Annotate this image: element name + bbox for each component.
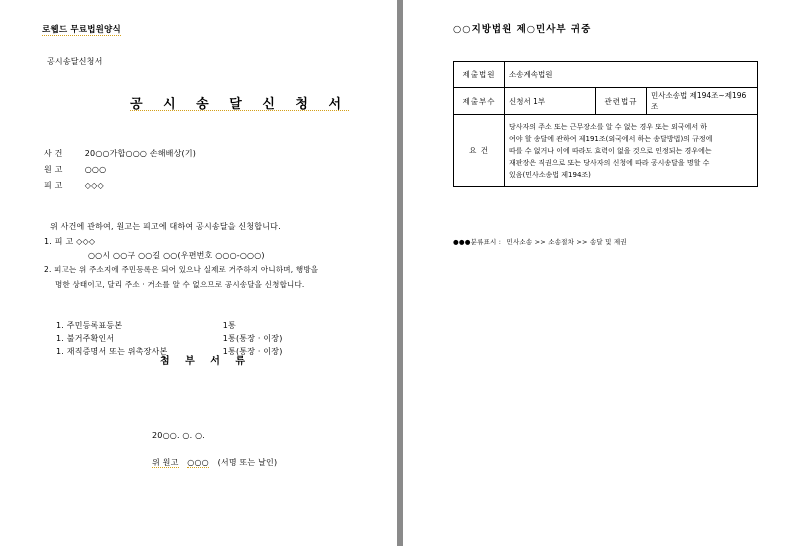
copies-label: 제출부수 xyxy=(454,88,505,115)
party-case-label: 사 건 xyxy=(44,149,63,158)
party-defendant-label: 피 고 xyxy=(44,181,63,190)
court-header: ○○지방법원 제○민사부 귀중 xyxy=(453,24,592,35)
party-defendant-value: ◇◇◇ xyxy=(84,181,104,190)
attachment-2-qty: 1통(통장 · 이장) xyxy=(222,334,283,343)
requirements-line: 여야 할 송달에 관하여 제191조(외국에서 하는 송달방법)의 규정에 xyxy=(509,134,713,143)
classification-path: 민사소송 >> 소송절차 >> 송달 및 제권 xyxy=(506,238,627,246)
brand-label: 로웹드 무료법원양식 xyxy=(42,25,121,35)
item2-line2: 명한 상태이고, 달리 주소 · 거소를 알 수 없으므로 공시송달을 신청합니다. xyxy=(55,280,305,289)
signature-line xyxy=(152,458,277,468)
item1-address: ○○시 ○○구 ○○길 ○○(우편번호 ○○○-○○○) xyxy=(88,251,265,260)
signer-name: ○○○ xyxy=(187,458,209,467)
table-row xyxy=(454,115,758,187)
party-defendant xyxy=(44,181,104,191)
attachment-3-qty: 1통(통장 · 이장) xyxy=(222,347,283,356)
party-case-value: 20○○가합○○○ 손해배상(기) xyxy=(84,149,197,158)
classification-breadcrumb xyxy=(453,237,627,247)
submit-court-label: 제출법원 xyxy=(454,62,505,88)
document-page-2 xyxy=(403,0,800,546)
party-plaintiff-value: ○○○ xyxy=(84,165,107,174)
party-plaintiff xyxy=(44,165,106,175)
document-page-1 xyxy=(0,0,397,546)
party-plaintiff-label: 원 고 xyxy=(44,165,63,174)
signer-suffix: (서명 또는 날인) xyxy=(217,458,278,467)
attachment-1-name: 1. 주민등록표등본 xyxy=(56,321,123,330)
table-row xyxy=(454,62,758,88)
signer-prefix: 위 원고 xyxy=(152,458,179,467)
party-case xyxy=(44,149,196,159)
attachment-2 xyxy=(56,334,283,344)
attachments-heading: 첨 부 서 류 xyxy=(160,356,252,367)
related-law-label: 관련법규 xyxy=(596,88,647,115)
date-line: 20○○. ○. ○. xyxy=(152,431,206,440)
attachment-1-qty: 1통 xyxy=(222,321,236,330)
classification-label: ●●●분류표시 : xyxy=(453,238,502,246)
requirements-line: 따를 수 없거나 이에 따라도 효력이 없을 것으로 인정되는 경우에는 xyxy=(509,146,712,155)
submit-court-value: 소송계속법원 xyxy=(505,62,758,88)
attachment-2-name: 1. 불거주확인서 xyxy=(56,334,115,343)
intro-text: 위 사건에 관하여, 원고는 피고에 대하여 공시송달을 신청합니다. xyxy=(50,222,281,231)
document-title: 공 시 송 달 신 청 서 xyxy=(130,97,350,112)
table-row xyxy=(454,88,758,115)
item1-label: 1. 피 고 ◇◇◇ xyxy=(44,237,96,246)
info-table xyxy=(453,61,758,187)
requirements-value xyxy=(505,115,758,187)
requirements-line: 당사자의 주소 또는 근무장소를 알 수 없는 경우 또는 외국에서 하 xyxy=(509,122,708,131)
requirements-line: 있음(민사소송법 제194조) xyxy=(509,170,591,179)
related-law-value: 민사소송법 제194조~제196조 xyxy=(647,88,758,115)
attachment-3-name: 1. 재직증명서 또는 위촉장사본 xyxy=(56,347,168,356)
item2-line1: 2. 피고는 위 주소지에 주민등록은 되어 있으나 실제로 거주하지 아니하며, 행방을 xyxy=(44,265,319,274)
requirements-line: 재판장은 직권으로 또는 당사자의 신청에 따라 공시송달을 명할 수 xyxy=(509,158,710,167)
copies-value: 신청서 1부 xyxy=(505,88,596,115)
form-name: 공시송달신청서 xyxy=(47,57,103,66)
requirements-label: 요 건 xyxy=(454,115,505,187)
attachment-1 xyxy=(56,321,236,331)
